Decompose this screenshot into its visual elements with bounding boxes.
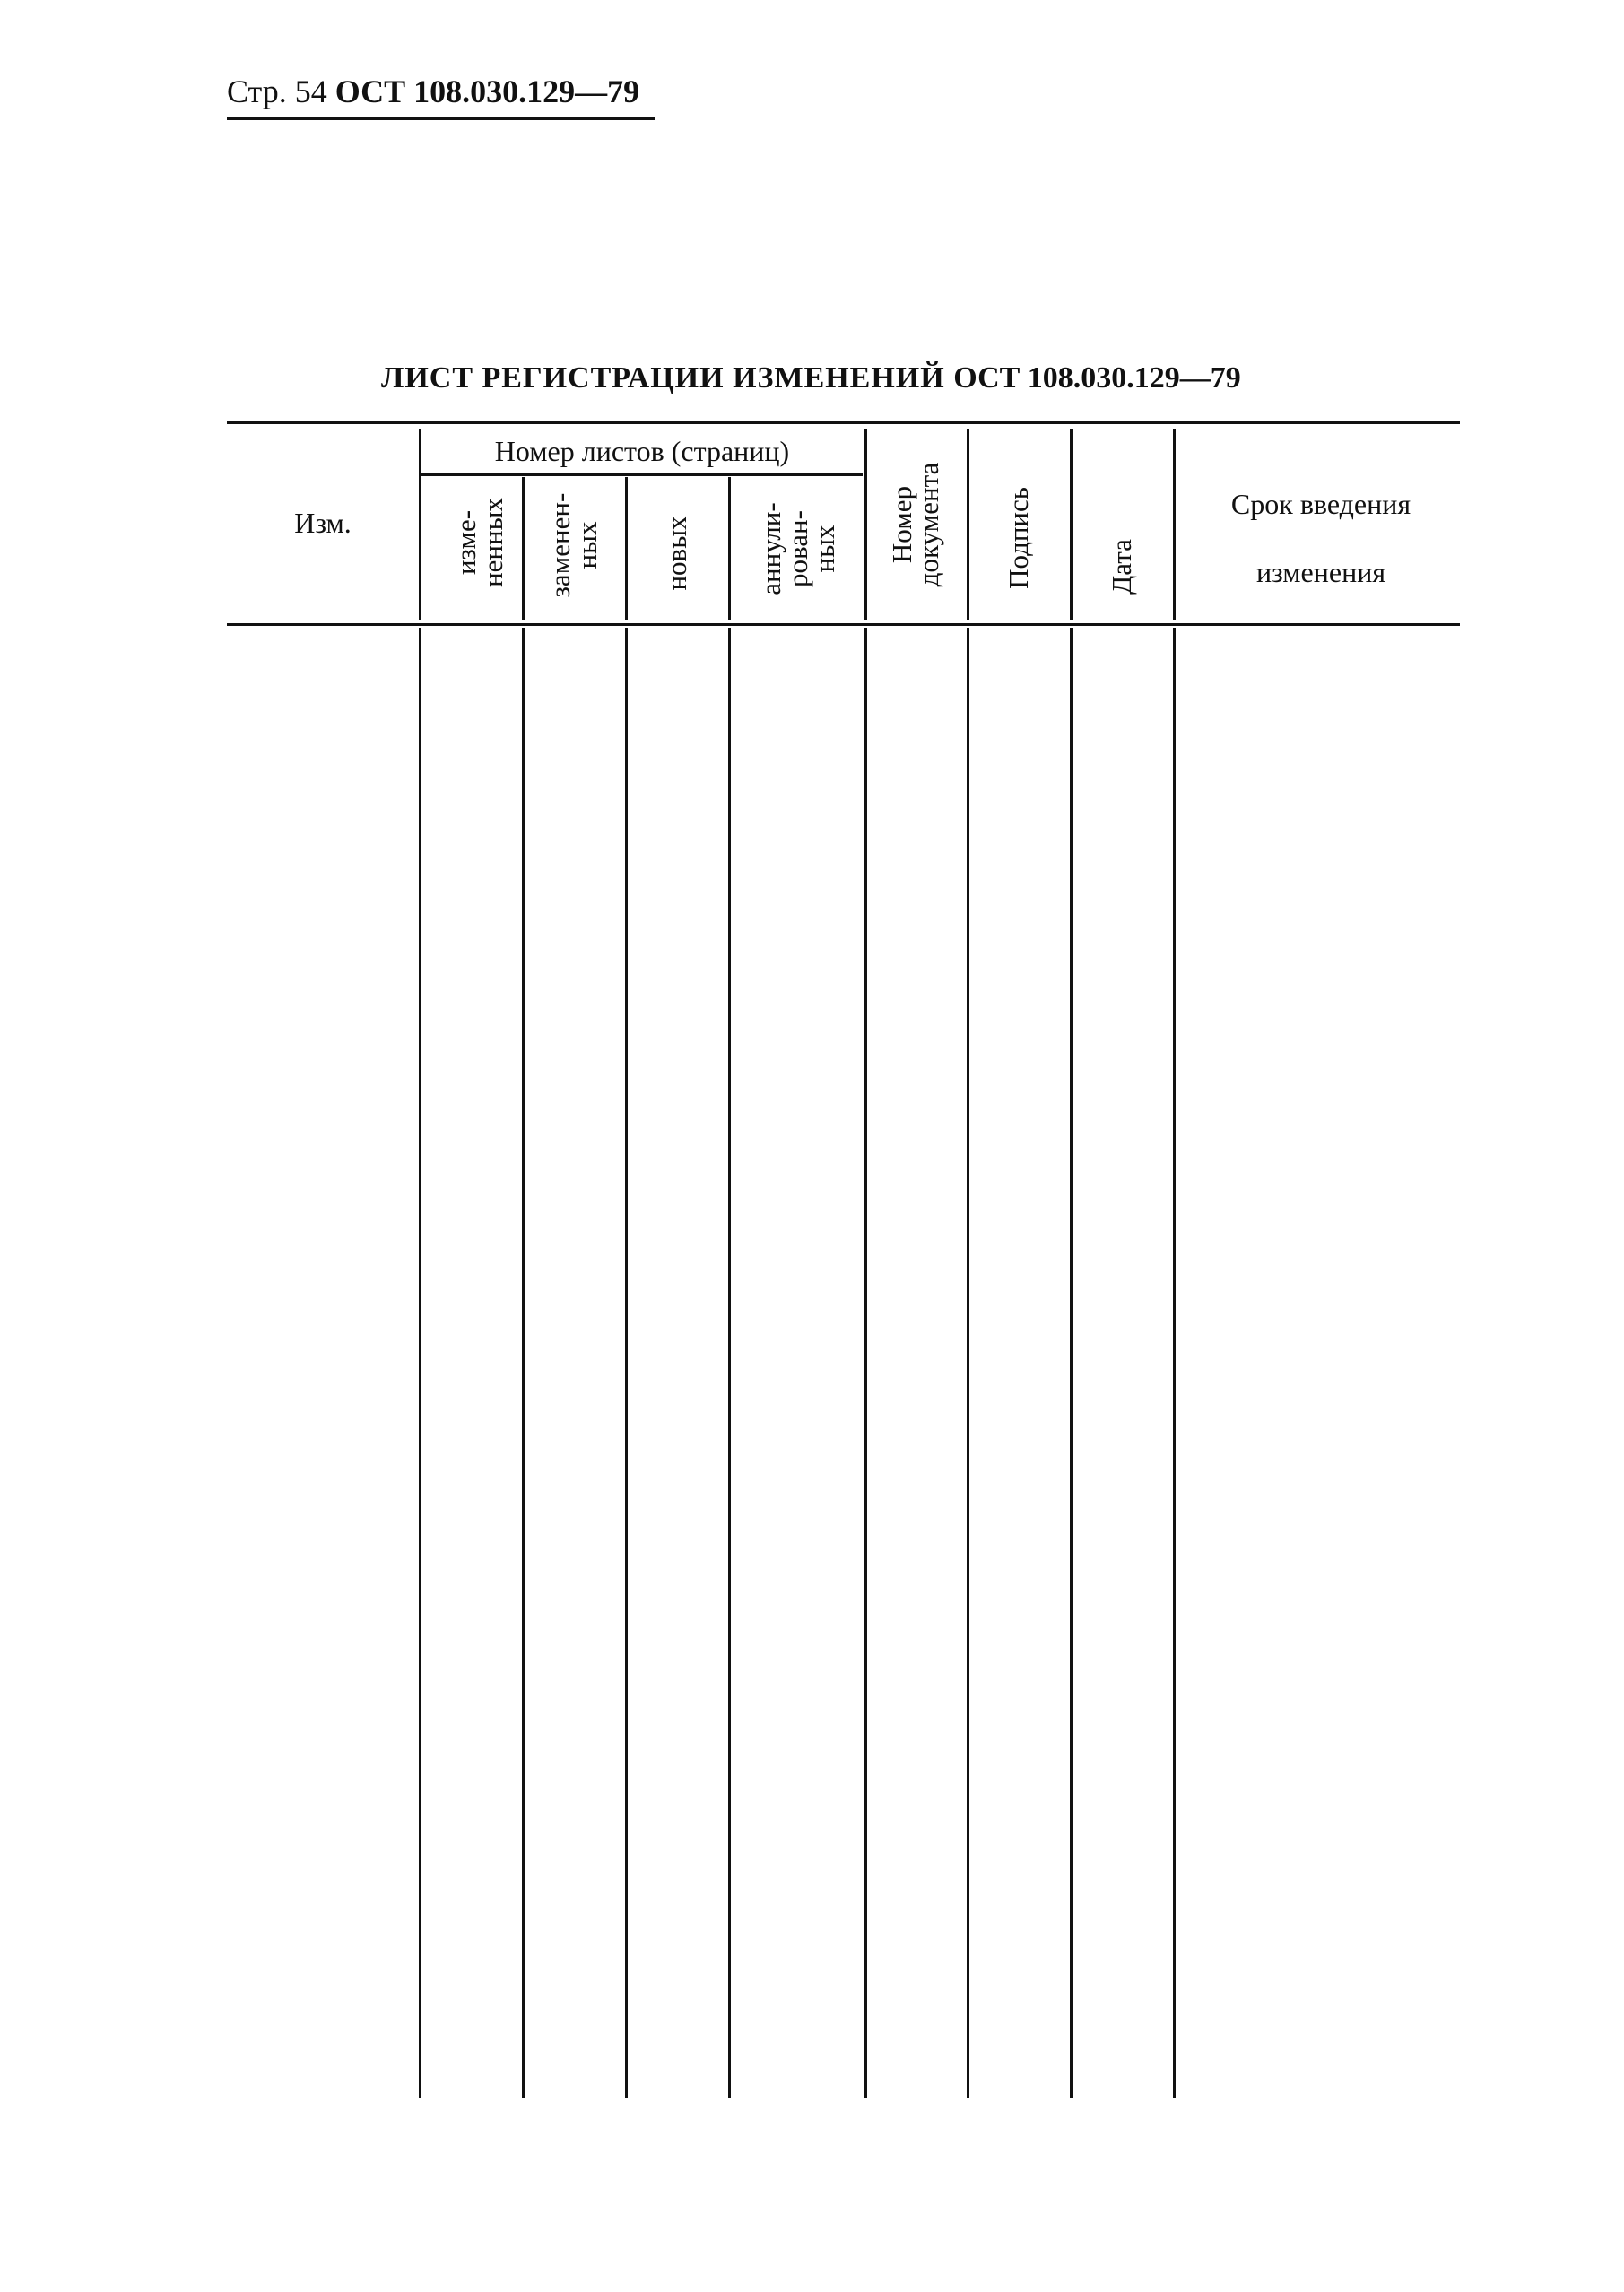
header-sheet-numbers: Номер листов (страниц) [494,435,790,467]
header-changed-line2: ненных [477,498,508,587]
header-doc-number-line1: Номер [886,485,917,564]
header-doc-number [886,462,944,587]
col-divider-6-head [967,429,969,620]
header-changed-line1: изме- [450,509,482,576]
title-standard: ОСТ 108.030.129—79 [953,361,1241,395]
header-new: новых [661,516,692,591]
standard-designation: ОСТ 108.030.129—79 [334,74,640,109]
page-title [381,360,1241,396]
header-cancelled [755,502,840,595]
title-text: ЛИСТ РЕГИСТРАЦИИ ИЗМЕНЕНИЙ [381,361,945,395]
header-date: Дата [1106,539,1137,595]
col-divider-8-body [1173,628,1176,2098]
col-divider-2-body [522,628,525,2098]
header-replaced-line2: ных [571,521,603,569]
col-divider-4-body [728,628,731,2098]
header-signature: Подпись [1003,487,1034,589]
col-divider-1-body [419,628,421,2098]
page-header [227,74,639,109]
header-term-line2: изменения [1255,556,1386,588]
header-term-line1: Срок введения [1230,488,1411,520]
col-divider-3-head [625,477,628,620]
group-underline [421,473,863,476]
header-bottom-rule [227,623,1460,626]
header-replaced [544,492,603,598]
col-divider-7-head [1070,429,1073,620]
col-divider-6-body [967,628,969,2098]
header-cancelled-line3: ных [809,525,840,573]
col-divider-3-body [625,628,628,2098]
col-divider-4-head [728,477,731,620]
col-divider-7-body [1070,628,1073,2098]
header-term [1182,470,1460,606]
col-divider-2-head [522,477,525,620]
col-divider-5-head [864,429,867,620]
header-replaced-line1: заменен- [544,492,576,598]
header-cancelled-line2: рован- [782,510,813,587]
header-changed [450,498,508,587]
header-doc-number-line2: документа [913,462,944,587]
page-number: Стр. 54 [227,74,327,109]
col-divider-8-head [1173,429,1176,620]
header-change: Изм. [294,507,352,539]
header-underline [227,117,655,120]
col-divider-5-body [864,628,867,2098]
header-cancelled-line1: аннули- [755,502,786,595]
table-top-rule [227,421,1460,424]
